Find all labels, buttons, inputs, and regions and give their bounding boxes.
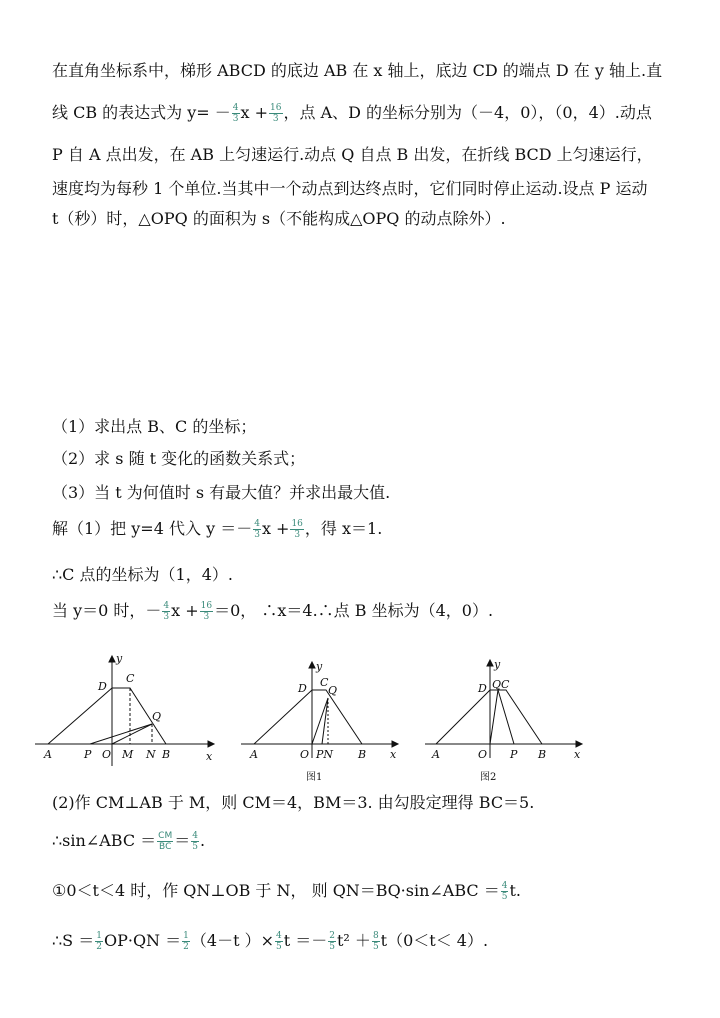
denominator: 3 [294,530,301,540]
label-x: x [574,748,581,761]
problem-line-2 [52,100,652,124]
figure-1 [236,648,406,788]
fraction [253,519,261,540]
label-PN: PN [316,748,334,761]
numerator: 1 [183,931,189,941]
text-seg: ，点 A、D 的坐标分别为（－4，0），（0，4）.动点 [283,103,652,122]
text-seg: t ＝－ [283,931,328,950]
text-seg: 解（1）把 y=4 代入 y ＝－ [52,519,253,538]
x-axis-arrow [208,741,214,747]
x-axis-arrow [392,741,398,747]
denominator: 5 [192,842,198,852]
fraction [157,831,173,852]
label-Q: Q [152,710,162,723]
text-seg: t² ＋ [337,931,371,950]
fraction [95,931,103,952]
denominator: 2 [183,942,189,952]
fraction [182,931,190,952]
solution-line-2: ∴C 点的坐标为（1，4）. [52,565,233,584]
text-seg: ＝0， ∴x＝4.∴点 B 坐标为（4，0）. [214,601,494,620]
numerator: 16 [200,601,213,611]
numerator: 16 [291,519,303,529]
label-C: C [126,672,135,685]
segment-OQ [490,690,498,744]
text-seg: . [199,831,206,850]
fraction [269,103,282,124]
text-seg: x + [171,601,199,620]
text-seg: ①0＜t＜4 时，作 QN⊥OB 于 N， 则 QN＝BQ·sin∠ABC ＝ [52,881,500,900]
text-seg: t（0＜t＜ 4）. [380,931,489,950]
y-axis-arrow [109,656,115,662]
x-axis-arrow [576,741,582,747]
fraction [200,601,213,622]
numerator: 4 [276,931,282,941]
question-2: （2）求 s 随 t 变化的函数关系式； [52,449,306,468]
problem-line-1: 在直角坐标系中，梯形 ABCD 的底边 AB 在 x 轴上，底边 CD 的端点 D 在 y 轴上.直 [52,61,663,80]
fraction [290,519,303,540]
label-y: y [116,652,123,665]
text-seg: （4－t ）× [190,931,274,950]
numerator: 2 [329,931,335,941]
denominator: BC [159,842,172,852]
label-O: O [300,748,310,761]
y-axis-arrow [309,662,315,668]
label-P: P [84,748,92,761]
label-D: D [298,682,307,695]
solution-line-7 [52,928,488,952]
text-seg: ∴sin∠ABC ＝ [52,831,157,850]
question-3: （3）当 t 为何值时 s 有最大值？并求出最大值. [52,483,391,502]
label-O: O [102,748,112,761]
trapezoid-ABCD [48,688,166,744]
text-seg: x + [261,519,290,538]
solution-line-6 [52,878,521,902]
solution-line-1 [52,516,382,540]
segment-PQ [90,724,152,744]
caption-fig2: 图2 [480,772,497,783]
numerator: 1 [96,931,102,941]
solution-line-4: (2)作 CM⊥AB 于 M，则 CM＝4，BM＝3. 由勾股定理得 BC＝5. [52,793,535,812]
label-O: O [478,748,488,761]
denominator: 5 [501,892,508,902]
fraction [191,831,199,852]
label-y: y [494,658,501,671]
denominator: 5 [329,942,335,952]
label-C: C [320,676,329,689]
label-D: D [478,682,487,695]
segment-OQ [112,724,152,744]
text-seg: OP·QN ＝ [103,931,182,950]
problem-line-5: t（秒）时，△OPQ 的面积为 s（不能构成△OPQ 的动点除外）. [52,209,506,228]
numerator: 4 [232,103,239,113]
segment-PQ [322,698,328,744]
label-A: A [44,748,52,761]
text-seg: ∴S ＝ [52,931,95,950]
denominator: 3 [254,530,260,540]
problem-line-3: P 自 A 点出发，在 AB 上匀速运行.动点 Q 自点 B 出发，在折线 BCD 上匀速运行， [52,145,653,164]
text-seg: t. [509,881,521,900]
segment-OQ [312,698,328,744]
label-D: D [98,680,107,693]
text-seg: 当 y＝0 时，－ [52,601,162,620]
denominator: 5 [372,942,379,952]
label-x: x [390,748,397,761]
label-B: B [162,748,171,761]
fraction [328,931,336,952]
label-y: y [316,660,323,673]
numerator: 16 [270,103,282,113]
text-seg: 线 CB 的表达式为 y= － [52,103,231,122]
numerator: 4 [254,519,260,529]
label-A: A [432,748,440,761]
fraction [372,931,380,952]
fraction [232,103,240,124]
label-B: B [538,748,547,761]
fraction [501,881,509,902]
text-seg: ，得 x＝1. [304,519,383,538]
label-QC: QC [492,678,510,691]
text-seg: ＝ [174,831,191,850]
trapezoid-ABCD [436,690,542,744]
denominator: 3 [203,612,210,622]
label-Q: Q [328,684,338,697]
figure-main [30,648,220,768]
trapezoid-ABCD [254,690,362,744]
label-B: B [358,748,367,761]
solution-line-5 [52,828,205,852]
numerator: 4 [192,831,198,841]
label-x: x [206,750,213,763]
denominator: 5 [276,942,282,952]
figure-2 [420,648,590,788]
question-1: （1）求出点 B、C 的坐标； [52,417,257,436]
label-N: N [146,748,156,761]
numerator: 4 [163,601,170,611]
text-seg: x + [240,103,269,122]
fraction [162,601,170,622]
numerator: CM [158,831,173,841]
fraction [275,931,283,952]
numerator: 8 [372,931,379,941]
solution-line-3 [52,598,493,622]
denominator: 3 [272,114,279,124]
label-A: A [250,748,258,761]
numerator: 4 [501,881,508,891]
label-M: M [122,748,134,761]
problem-line-4: 速度均为每秒 1 个单位.当其中一个动点到达终点时，它们同时停止运动.设点 P 运动 [52,179,648,198]
label-P: P [510,748,518,761]
denominator: 2 [96,942,102,952]
denominator: 3 [163,612,170,622]
caption-fig1: 图1 [306,772,323,783]
denominator: 3 [232,114,239,124]
y-axis-arrow [487,660,493,666]
